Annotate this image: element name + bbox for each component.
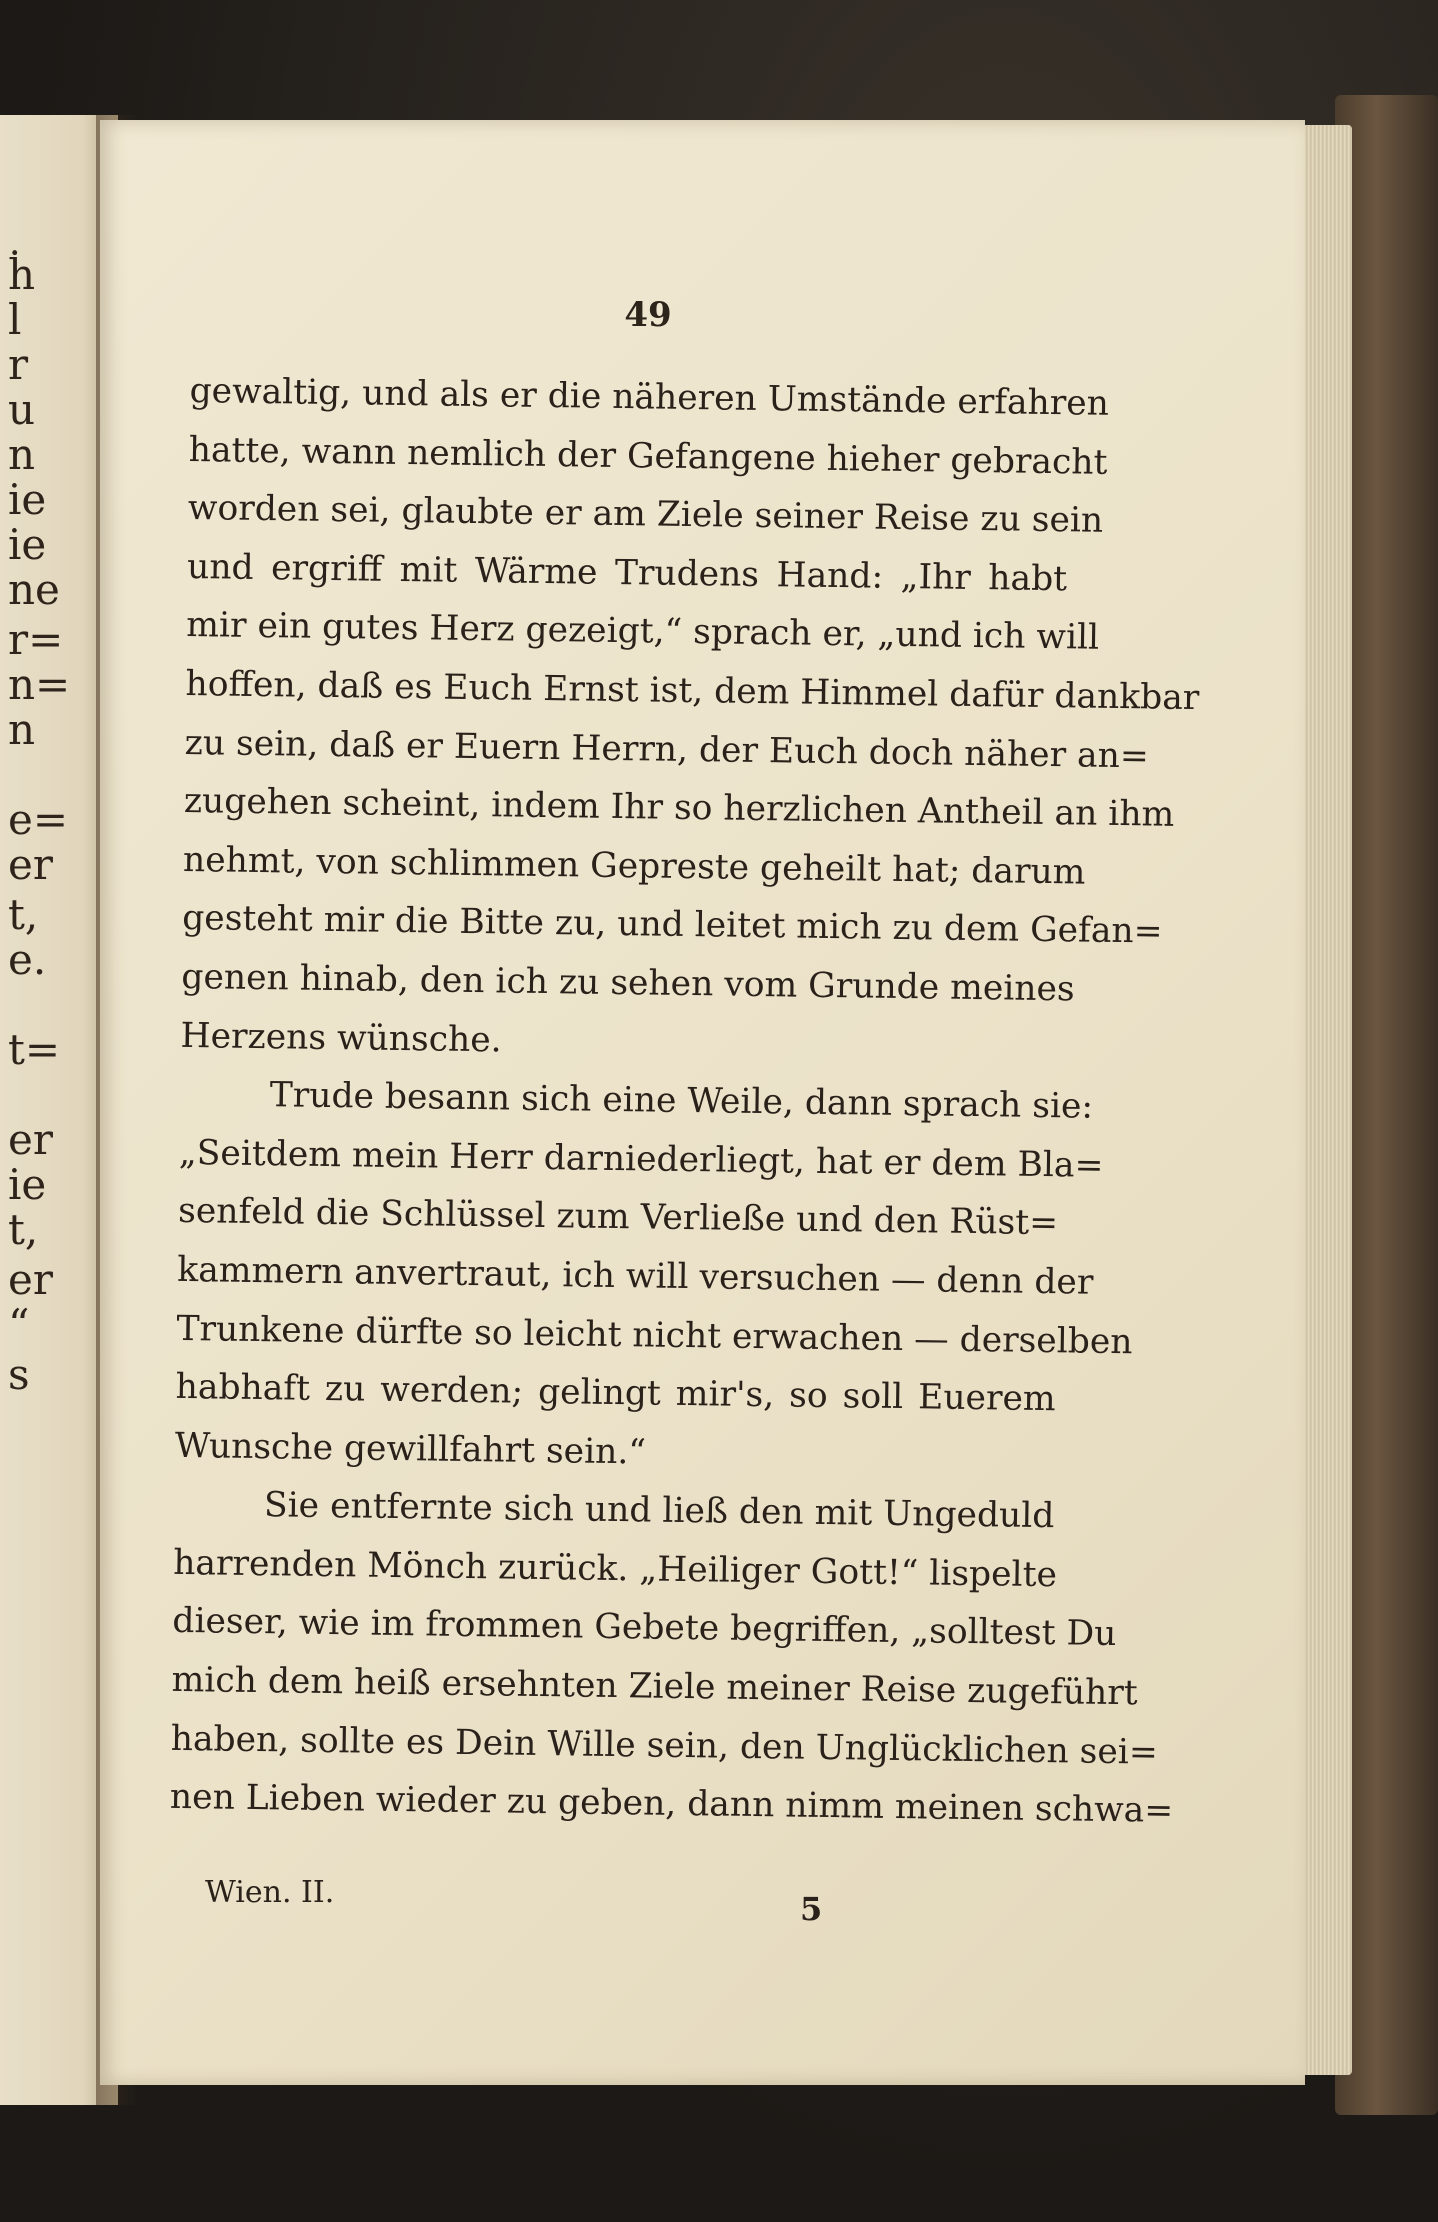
text-line: Trude besann sich eine Weile, dann sprach sie: [269,1075,1094,1127]
text-line: haben, sollte es Dein Wille sein, den Unglücklichen sei= [170,1718,1159,1773]
text-line: genen hinab, den ich zu sehen vom Grunde meines [181,956,1075,1010]
text-line: kammern anvertraut, ich will versuchen — denn der [177,1249,1094,1303]
text-line: mich dem heiß ersehnten Ziele meiner Reise zugeführt [171,1659,1138,1714]
text-line: hatte, wann nemlich der Gefangene hieher gebracht [188,429,1108,483]
left-page-fragment: n [8,705,36,754]
body-text [169,362,1200,1839]
page-edges [1300,125,1352,2075]
text-line: harrenden Mönch zurück. „Heiliger Gott!“ lispelte [172,1542,1058,1596]
left-page-fragment: er [8,1115,53,1164]
text-line: worden sei, glaubte er am Ziele seiner Reise zu sein [187,488,1104,541]
text-line: gewaltig, und als er die näheren Umstände erfahren [189,370,1110,424]
left-page-fragment: r [8,340,29,389]
left-page-fragment: “ [8,1300,30,1349]
left-page-fragment: r= [8,615,64,664]
left-page-fragment: ie [8,1160,47,1209]
text-line: Trunkene dürfte so leicht nicht erwachen — derselben [176,1308,1133,1362]
text-line: dieser, wie im frommen Gebete begriffen, „solltest Du [172,1601,1117,1655]
text-line: Herzens wünsche. [180,1015,502,1060]
text-line: senfeld die Schlüssel zum Verließe und den Rüst= [177,1191,1059,1244]
text-line: zu sein, daß er Euern Herrn, der Euch doch näher an= [184,722,1150,776]
left-page-fragment: ne [8,565,60,614]
text-line: mir ein gutes Herz gezeigt,“ sprach er, „und ich will [186,605,1100,659]
printer-signature: Wien. II. [205,1875,335,1910]
left-page-fragment: er [8,840,53,889]
text-line: habhaft zu werden; gelingt mir's, so soll Euerem [175,1366,1056,1420]
left-page-fragment: ḣ [8,250,36,299]
text-line: und ergriff mit Wärme Trudens Hand: „Ihr habt [186,546,1068,600]
text-line: nen Lieben wieder zu geben, dann nimm meinen schwa= [169,1777,1174,1832]
text-line: hoffen, daß es Euch Ernst ist, dem Himmel dafür dankbar [185,663,1200,719]
page-number: 49 [624,295,672,335]
text-line: Sie entfernte sich und ließ den mit Ungeduld [263,1485,1055,1537]
left-page-fragment: s [8,1350,30,1399]
left-page-fragment: u [8,385,36,434]
left-page-fragment: t, [8,890,39,939]
left-page-fragment: ie [8,475,47,524]
text-line: nehmt, von schlimmen Gepreste geheilt hat; darum [182,839,1086,893]
left-page-fragment: e= [8,795,69,844]
left-page-fragment: n= [8,660,71,709]
text-line: „Seitdem mein Herr darniederliegt, hat er dem Bla= [178,1132,1104,1186]
left-page-fragment: er [8,1255,53,1304]
text-line: zugehen scheint, indem Ihr so herzlichen Antheil an ihm [183,781,1175,835]
text-line: gesteht mir die Bitte zu, und leitet mich zu dem Gefan= [181,898,1163,952]
left-page-fragment: e. [8,935,47,984]
left-page-fragment: t= [8,1025,61,1074]
left-page-fragment: t, [8,1205,39,1254]
sheet-number: 5 [800,1890,823,1928]
left-page-fragment: ie [8,520,47,569]
left-page-fragment: n [8,430,36,479]
text-line: Wunsche gewillfahrt sein.“ [174,1425,647,1473]
left-page-fragment: l [8,295,22,344]
